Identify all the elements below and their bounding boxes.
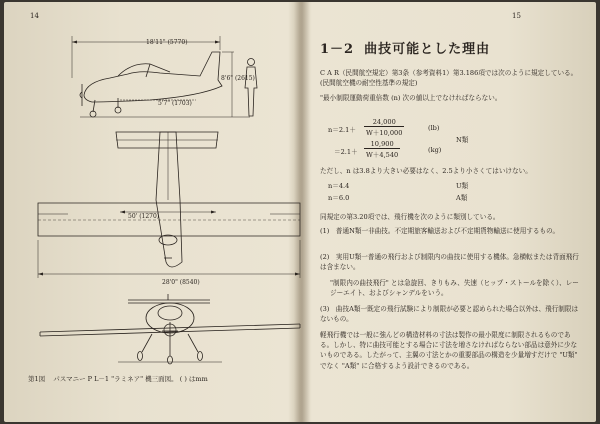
formula-a-label: A類: [456, 194, 468, 202]
formula-n2-denominator: W＋4,540: [366, 151, 399, 159]
right-page-number: 15: [512, 12, 521, 20]
left-page-number: 14: [30, 12, 39, 20]
dim-length-label: 18'11" (5770): [146, 39, 188, 46]
section-title: 曲技可能とした理由: [364, 42, 491, 57]
paragraph-1: C A R（民間航空規定）第3条（参考資料1）第3.186項では次のように規定している。(民間航空機の耐空性基準の規定): [320, 69, 578, 88]
list-item-2-note: "制限内の曲技飛行" とは急旋回、きりもみ、失速（ヒップ・ストールを除く）、レージーエイト、およびシャンデルをいう。: [330, 279, 579, 298]
formula-block-n: [320, 118, 582, 162]
formula-n2-unit: (kg): [428, 146, 442, 154]
paragraph-2: "最小制限運動荷重倍数 (n) 次の値以上でなければならない。: [320, 94, 502, 102]
list-item-3: (3) 曲技A類一既定の飛行試験により制限が必要と認められた場合以外は、飛行制限はないもの。: [320, 305, 579, 324]
paragraph-5: 軽飛行機では一般に強んどの構造材料の寸法は製作の最小限度に制限されるものである。しかし、特に曲技可能とする場合に寸法を増さなければならない部品は意外に少ないものである。したがって、主翼の寸法とかの重要部品の構造を少量増すだけで "U類" でなく "A類" に合格するよう設計できるのである。: [320, 331, 578, 370]
dim-tail-span-label: 50' (1270): [128, 213, 160, 220]
figure-title: パスマニー P L－1 "ラミネア" 機三面図。 ( ) はmm: [53, 375, 208, 383]
dim-wingspan-label: 28'0" (8540): [162, 279, 200, 286]
formula-n1-numerator: 24,000: [364, 118, 404, 127]
formula-n1-prefix: n＝2.1＋: [328, 126, 356, 134]
paragraph-3: ただし、n は3.8より大きい必要はなく、2.5より小さくてはいけない。: [320, 167, 532, 175]
formula-n1-unit: (lb): [428, 124, 440, 132]
list-item-1: (1) 普通N類一非曲技。不定期旅客輸送および不定期貨物輸送に使用するもの。: [320, 227, 560, 235]
formula-n2-prefix: ＝2.1＋: [334, 148, 358, 156]
formula-a: n＝6.0: [328, 194, 350, 202]
formula-n-class-label: N類: [456, 136, 469, 144]
formula-n1-denominator: W＋10,000: [366, 129, 403, 137]
formula-block-ua: [320, 180, 582, 206]
paragraph-4: 同規定の第3.20項では、飛行機を次のように類別している。: [320, 213, 500, 221]
figure-caption: [28, 374, 214, 383]
formula-u: n＝4.4: [328, 182, 350, 190]
front-view: [40, 294, 300, 364]
formula-u-label: U類: [456, 182, 469, 190]
dim-gear-label: 5'7" (1703): [158, 100, 192, 107]
dim-height-label: 8'6" (2615): [221, 75, 255, 82]
figure-label: 第1図: [28, 375, 46, 383]
section-heading: [320, 38, 582, 57]
list-item-2: (2) 実用U類一普通の飛行および制限内の曲技に使用する機体。急横転または背面飛行は含まない。: [320, 253, 579, 272]
top-view: [38, 132, 300, 286]
formula-n2-fraction: [364, 140, 400, 159]
side-view: [72, 36, 257, 117]
formula-n2-numerator: 10,900: [364, 140, 400, 149]
formula-n1-fraction: [364, 118, 404, 137]
section-number: 1－2: [320, 42, 355, 57]
